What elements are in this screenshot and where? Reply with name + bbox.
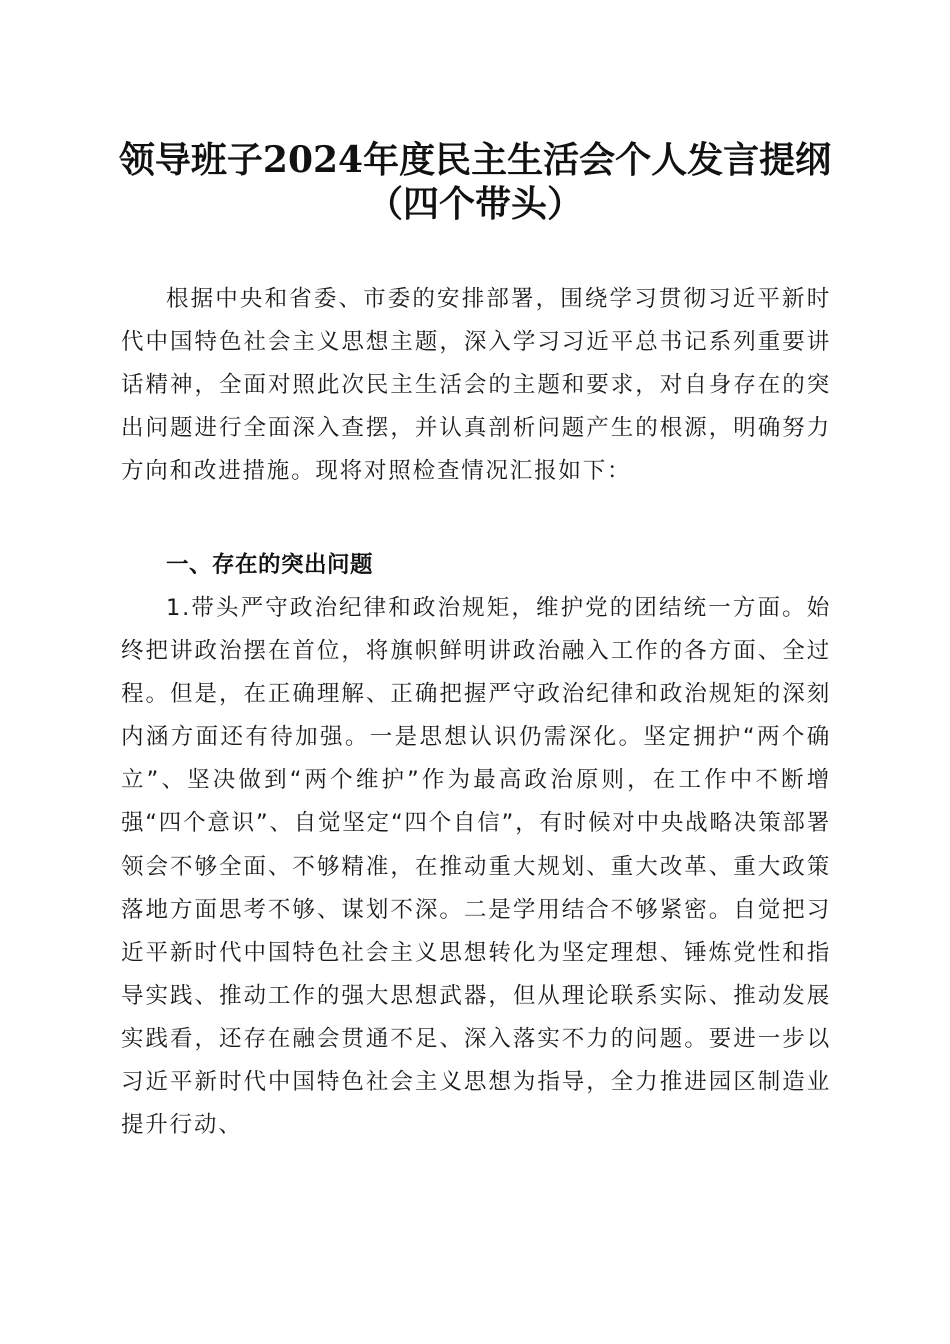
- document-title: 领导班子2024年度民主生活会个人发言提纲: [118, 139, 832, 181]
- intro-paragraph: 根据中央和省委、市委的安排部署，围绕学习贯彻习近平新时代中国特色社会主义思想主题，深入学习习近平总书记系列重要讲话精神，全面对照此次民主生活会的主题和要求，对自身存在的突出问题进行全面深入查摆，并认真剖析问题产生的根源，明确努力方向和改进措施。现将对照检查情况汇报如下：: [121, 286, 831, 485]
- document-subtitle: （四个带头）: [366, 183, 583, 225]
- section-heading: 一、存在的突出问题: [166, 552, 374, 578]
- body-paragraph: 1.带头严守政治纪律和政治规矩，维护党的团结统一方面。始终把讲政治摆在首位，将旗帜鲜明讲政治融入工作的各方面、全过程。但是，在正确理解、正确把握严守政治纪律和政治规矩的深刻内涵方面还有待加强。一是思想认识仍需深化。坚定拥护“两个确立”、坚决做到“两个维护”作为最高政治原则，在工作中不断增强“四个意识”、自觉坚定“四个自信”，有时候对中央战略决策部署领会不够全面、不够精准，在推动重大规划、重大改革、重大政策落地方面思考不够、谋划不深。二是学用结合不够紧密。自觉把习近平新时代中国特色社会主义思想转化为坚定理想、锤炼党性和指导实践、推动工作的强大思想武器，但从理论联系实际、推动发展实践看，还存在融会贯通不足、深入落实不力的问题。要进一步以习近平新时代中国特色社会主义思想为指导，全力推进园区制造业提升行动、: [121, 595, 831, 1139]
